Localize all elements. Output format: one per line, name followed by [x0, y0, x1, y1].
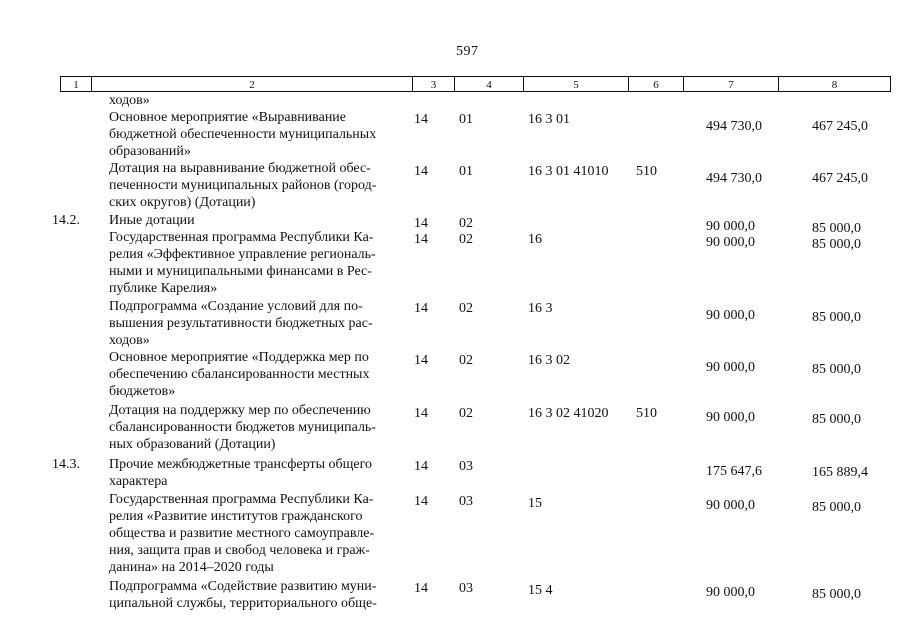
row-3-c4: 02 [459, 216, 473, 231]
row-3-number: 14.2. [52, 213, 80, 228]
row-8-c3: 14 [414, 459, 428, 474]
row-2-c5: 16 3 01 41010 [528, 164, 609, 179]
row-4-c4: 02 [459, 232, 473, 247]
row-2-c3: 14 [414, 164, 428, 179]
column-header-8: 8 [778, 76, 891, 92]
row-2-c7: 494 730,0 [706, 171, 762, 186]
row-0-name: ходов» [109, 93, 150, 108]
row-6-c8: 85 000,0 [812, 362, 861, 377]
row-1-c3: 14 [414, 112, 428, 127]
row-5-c4: 02 [459, 301, 473, 316]
row-9-c4: 03 [459, 494, 473, 509]
row-6-c3: 14 [414, 353, 428, 368]
row-9-c3: 14 [414, 494, 428, 509]
row-2-c4: 01 [459, 164, 473, 179]
row-6-c7: 90 000,0 [706, 360, 755, 375]
row-6-name: Основное мероприятие «Поддержка мер по обеспечению сбалансированности местных бюджетов» [109, 350, 370, 399]
row-10-c4: 03 [459, 581, 473, 596]
row-3-c3: 14 [414, 216, 428, 231]
row-7-c3: 14 [414, 406, 428, 421]
row-9-c8: 85 000,0 [812, 500, 861, 515]
row-5-c8: 85 000,0 [812, 310, 861, 325]
row-10-c7: 90 000,0 [706, 585, 755, 600]
row-7-name: Дотация на поддержку мер по обеспечению сбалансированности бюджетов муниципаль- ных образований (Дотации) [109, 403, 376, 452]
row-5-name: Подпрограмма «Создание условий для по- вышения результативности бюджетных рас- ходов» [109, 299, 373, 348]
row-9-c5: 15 [528, 496, 542, 511]
row-1-c4: 01 [459, 112, 473, 127]
row-10-c8: 85 000,0 [812, 587, 861, 602]
row-2-name: Дотация на выравнивание бюджетной обес- печенности муниципальных районов (город- ских округов) (Дотации) [109, 161, 377, 210]
column-header-7: 7 [683, 76, 779, 92]
row-8-c7: 175 647,6 [706, 464, 762, 479]
column-header-5: 5 [523, 76, 629, 92]
row-4-c8: 85 000,0 [812, 237, 861, 252]
row-1-name: Основное мероприятие «Выравнивание бюджетной обеспеченности муниципальных образований» [109, 110, 377, 159]
column-header-4: 4 [454, 76, 524, 92]
row-7-c5: 16 3 02 41020 [528, 406, 609, 421]
row-3-name: Иные дотации [109, 213, 195, 228]
row-3-c8: 85 000,0 [812, 221, 861, 236]
row-8-name: Прочие межбюджетные трансферты общего характера [109, 457, 372, 489]
row-5-c7: 90 000,0 [706, 308, 755, 323]
row-2-c8: 467 245,0 [812, 171, 868, 186]
row-3-c7: 90 000,0 [706, 219, 755, 234]
row-9-name: Государственная программа Республики Ка- релия «Развитие институтов гражданского общества и развитие местного самоуправле- ния, защита прав и свобод человека и граж- данина» на 2014–2020 годы [109, 492, 375, 575]
row-7-c4: 02 [459, 406, 473, 421]
column-header-1: 1 [60, 76, 92, 92]
row-5-c5: 16 3 [528, 301, 553, 316]
row-4-c3: 14 [414, 232, 428, 247]
row-1-c5: 16 3 01 [528, 112, 570, 127]
column-header-6: 6 [628, 76, 684, 92]
row-7-c7: 90 000,0 [706, 410, 755, 425]
row-4-c5: 16 [528, 232, 542, 247]
row-6-c5: 16 3 02 [528, 353, 570, 368]
row-8-c4: 03 [459, 459, 473, 474]
row-1-c7: 494 730,0 [706, 119, 762, 134]
row-7-c6: 510 [636, 406, 657, 421]
row-4-c7: 90 000,0 [706, 235, 755, 250]
column-header-2: 2 [91, 76, 413, 92]
row-8-number: 14.3. [52, 457, 80, 472]
row-5-c3: 14 [414, 301, 428, 316]
row-2-c6: 510 [636, 164, 657, 179]
page-number: 597 [456, 44, 479, 59]
column-header-3: 3 [412, 76, 455, 92]
row-10-c5: 15 4 [528, 583, 553, 598]
row-1-c8: 467 245,0 [812, 119, 868, 134]
row-10-c3: 14 [414, 581, 428, 596]
row-6-c4: 02 [459, 353, 473, 368]
row-7-c8: 85 000,0 [812, 412, 861, 427]
row-8-c8: 165 889,4 [812, 465, 868, 480]
row-4-name: Государственная программа Республики Ка- релия «Эффективное управление региональ- ными и муниципальными финансами в Рес- публике Карелия» [109, 230, 376, 296]
row-9-c7: 90 000,0 [706, 498, 755, 513]
row-10-name: Подпрограмма «Содействие развитию муни- ципальной службы, территориального обще- [109, 579, 377, 611]
